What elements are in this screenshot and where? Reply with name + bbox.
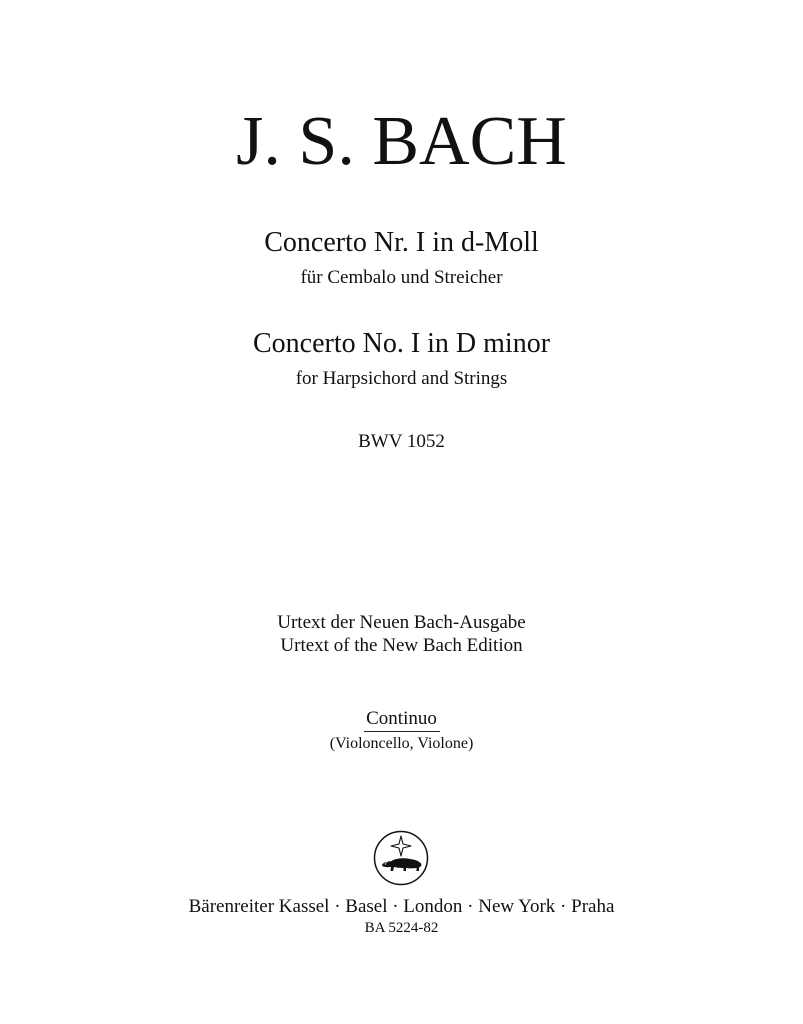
urtext-note-english: Urtext of the New Bach Edition: [280, 635, 523, 656]
part-underline: [364, 731, 440, 732]
composer-name: J. S. BACH: [236, 103, 567, 180]
catalog-number: BWV 1052: [358, 431, 445, 452]
work-subtitle-german: für Cembalo und Streicher: [300, 267, 503, 288]
part-instruments: (Violoncello, Violone): [329, 735, 474, 752]
work-title-english: Concerto No. I in D minor: [252, 328, 551, 359]
work-subtitle-english: for Harpsichord and Strings: [295, 368, 508, 389]
part-name: Continuo: [366, 708, 437, 729]
baerenreiter-bear-logo-icon: [373, 830, 429, 886]
urtext-note-german: Urtext der Neuen Bach-Ausgabe: [277, 612, 526, 633]
work-title-german: Concerto Nr. I in d-Moll: [264, 227, 539, 258]
publisher-cities: Bärenreiter Kassel · Basel · London · New York · Praha: [188, 896, 615, 917]
edition-number: BA 5224-82: [364, 920, 439, 936]
